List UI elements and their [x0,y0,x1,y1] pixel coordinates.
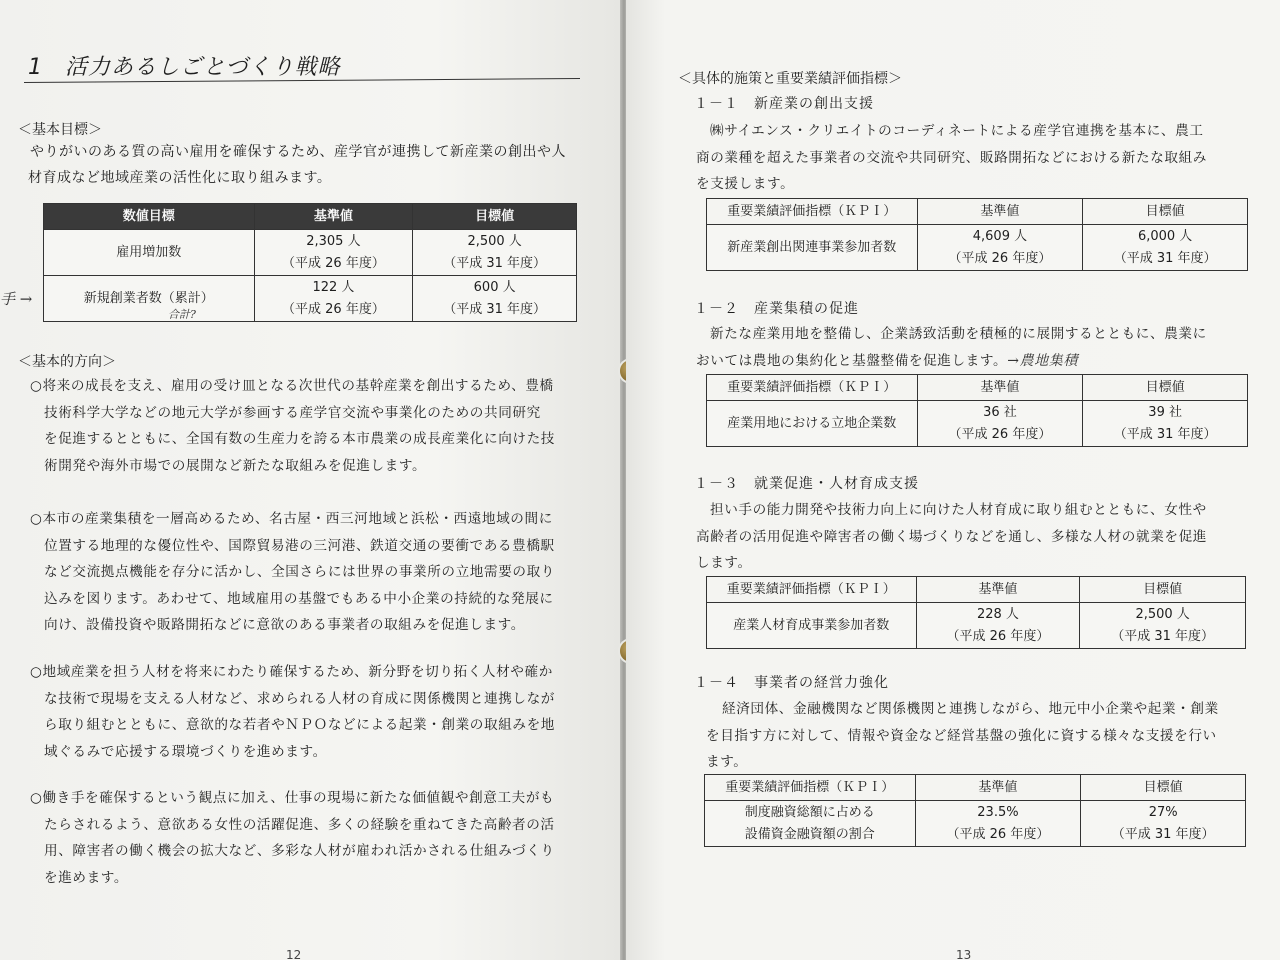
measure-text [696,118,1207,198]
base-value: 122 人 [312,279,355,295]
base-value: 23.5% [977,804,1019,820]
paragraph-line: 込みを図ります。あわせて、地域雇用の基盤でもある中小企業の持続的な発展に [44,590,554,607]
base-value: 228 人 [976,606,1019,622]
base-value-cell [916,603,1080,649]
chapter-title-text: 活力あるしごとづくり戦略 [65,55,341,80]
basic-goal-line: 材育成など地域産業の活性化に取り組みます。 [28,170,332,186]
paragraph-line: します。 [696,555,752,571]
paragraph-line: を進めます。 [44,869,129,886]
paragraph-line: を支援します。 [696,176,795,192]
base-year: （平成 26 年度） [282,255,385,271]
page-number: 12 [286,948,302,960]
basic-goal-text [30,139,566,191]
paragraph-line: 位置する地理的な優位性や、国際貿易港の三河港、鉄道交通の要衝である豊橋駅 [44,537,555,554]
base-value: 36 社 [983,404,1017,420]
target-value: 39 社 [1148,404,1182,420]
chapter-number: 1 [28,55,43,80]
kpi-label-line: 制度融資総額に占める [744,804,875,820]
row-label: 新規創業者数（累計） [44,276,255,322]
table-row [707,603,1246,649]
direction-paragraph [30,785,555,891]
paragraph-line: 経済団体、金融機関など関係機関と連携しながら、地元中小企業や起業・創業 [722,701,1219,717]
base-value-cell [254,276,413,322]
target-year: （平成 31 年度） [1111,628,1215,644]
target-value-cell [1081,801,1246,847]
paragraph-line: 域ぐるみで応援する環境づくりを進めます。 [44,743,327,760]
table-row [44,276,577,322]
paragraph-line: ㈱サイエンス・クリエイトのコーディネートによる産学官連携を基本に、農工 [710,123,1204,139]
kpi-header-base: 基準値 [917,375,1083,401]
paragraph-line: 用、障害者の働く機会の拡大など、多彩な人材が雇われ活かされる仕組みづくり [44,843,555,859]
base-year: （平成 26 年度） [946,628,1050,644]
paragraph-line: 向け、設備投資や販路開拓などに意欲のある事業者の取組みを促進します。 [44,617,525,633]
row-label: 雇用増加数 [44,230,255,276]
measure-text [696,321,1207,374]
kpi-header-label: 重要業績評価指標（ＫＰＩ） [707,375,918,401]
kpi-label-line: 設備資金融資額の割合 [744,826,875,842]
target-value-cell [413,230,577,276]
kpi-header-base: 基準値 [915,775,1081,801]
kpi-header-target: 目標値 [1081,775,1246,801]
kpi-label [707,401,918,447]
paragraph-line: 商の業種を超えた事業者の交流や共同研究、販路開拓などにおける新たな取組み [696,149,1207,166]
kpi-header-base: 基準値 [916,577,1080,603]
target-year: （平成 31 年度） [443,301,547,317]
table-row [44,230,577,276]
table-row [707,225,1248,271]
direction-heading: ＜基本的方向＞ [18,354,116,370]
base-year: （平成 26 年度） [948,250,1052,266]
measures-heading: ＜具体的施策と重要業績評価指標＞ [678,71,902,87]
kpi-header-base: 基準値 [917,199,1083,225]
paragraph-line: 新たな産業用地を整備し、企業誘致活動を積極的に展開するとともに、農業に [710,326,1207,342]
kpi-table [706,576,1246,649]
paragraph-line: たらされるよう、意欲ある女性の活躍促進、多くの経験を重ねてきた高齢者の活 [44,816,555,833]
paragraph-line: 技術科学大学などの地元大学が参画する産学官交流や事業化のための共同研究 [44,404,541,421]
right-page [626,0,1280,960]
paragraph-line: を促進するとともに、全国有数の生産力を誇る本市農業の成長産業化に向けた技 [44,431,555,447]
handwritten-note: →農地集積 [1007,352,1078,369]
base-value-cell [917,401,1083,447]
table-row [707,401,1248,447]
kpi-table [704,774,1246,847]
measure-title: １－４ 事業者の経営力強化 [694,675,889,691]
page-number: 13 [956,948,972,960]
kpi-header-label: 重要業績評価指標（ＫＰＩ） [707,199,918,225]
chapter-title [28,50,341,81]
measure-title: １－１ 新産業の創出支援 [694,96,874,112]
kpi-label [707,225,918,271]
target-value-cell [413,276,577,322]
paragraph-line: な技術で現場を支える人材など、求められる人材の育成に関係機関と連携しなが [44,690,555,707]
base-value-cell [915,801,1081,847]
table-header-goal: 数値目標 [44,204,255,230]
paragraph-line: 担い手の能力開発や技術力向上に向けた人材育成に取り組むとともに、女性や [710,502,1207,518]
base-year: （平成 26 年度） [946,826,1050,842]
paragraph-line: ○地域産業を担う人材を将来にわたり確保するため、新分野を切り拓く人材や確か [30,664,553,680]
kpi-header-target: 目標値 [1083,199,1248,225]
kpi-label [707,603,917,649]
target-year: （平成 31 年度） [1113,426,1217,442]
target-value-cell [1083,225,1248,271]
numerical-goal-table [43,203,577,322]
basic-goal-heading: ＜基本目標＞ [18,122,102,138]
direction-paragraph [30,659,555,765]
measure-text [706,696,1219,776]
kpi-table [706,198,1248,271]
direction-paragraph [30,373,555,479]
base-value: 2,305 人 [306,233,361,249]
measure-title: １－３ 就業促進・人材育成支援 [694,476,919,492]
target-value: 2,500 人 [467,233,522,249]
table-header-target: 目標値 [413,204,577,230]
kpi-label-line: 産業人材育成事業参加者数 [733,617,890,633]
target-value-cell [1083,401,1248,447]
paragraph-line: を目指す方に対して、情報や資金など経営基盤の強化に資する様々な支援を行い [706,727,1217,744]
target-year: （平成 31 年度） [1111,826,1215,842]
paragraph-line: ○将来の成長を支え、雇用の受け皿となる次世代の基幹産業を創出するため、豊橋 [30,378,554,394]
paragraph-line: ○働き手を確保するという観点に加え、仕事の現場に新たな価値観や創意工夫がも [30,790,555,806]
paragraph-line: など交流拠点機能を存分に活かし、全国さらには世界の事業所の立地需要の取り [44,564,555,580]
kpi-label-line: 産業用地における立地企業数 [727,415,897,431]
paragraph-line: ○本市の産業集積を一層高めるため、名古屋・西三河地域と浜松・西遠地域の間に [30,511,553,527]
left-page [0,0,622,960]
target-year: （平成 31 年度） [443,255,547,271]
table-row [705,801,1246,847]
target-value: 27% [1148,804,1178,820]
target-year: （平成 31 年度） [1113,250,1217,266]
paragraph-line [696,348,1207,375]
paragraph-line: 術開発や海外市場での展開など新たな取組みを促進します。 [44,457,427,474]
paragraph-line: ら取り組むとともに、意欲的な若者やＮＰＯなどによる起業・創業の取組みを地 [44,717,555,733]
base-year: （平成 26 年度） [282,301,385,317]
handwritten-arrow-note: 手 → [0,290,33,308]
kpi-label [705,801,916,847]
direction-paragraph [30,506,555,639]
base-value-cell [917,225,1083,271]
measure-text [696,497,1207,577]
paragraph-line: ます。 [706,754,748,770]
base-value: 4,609 人 [972,228,1028,244]
kpi-header-target: 目標値 [1080,577,1246,603]
target-value-cell [1080,603,1246,649]
basic-goal-line: やりがいのある質の高い雇用を確保するため、産学官が連携して新産業の創出や人 [30,144,566,160]
target-value: 600 人 [473,279,516,295]
measure-title: １－２ 産業集積の促進 [694,301,859,317]
handwritten-note: 合計? [168,308,196,321]
kpi-header-label: 重要業績評価指標（ＫＰＩ） [707,577,917,603]
base-year: （平成 26 年度） [948,426,1052,442]
target-value: 6,000 人 [1137,228,1193,244]
target-value: 2,500 人 [1135,606,1190,622]
paragraph-line: 高齢者の活用促進や障害者の働く場づくりなどを通し、多様な人材の就業を促進 [696,528,1207,545]
base-value-cell [254,230,413,276]
kpi-table [706,374,1248,447]
kpi-label-line: 新産業創出関連事業参加者数 [727,239,897,255]
kpi-header-label: 重要業績評価指標（ＫＰＩ） [705,775,916,801]
kpi-header-target: 目標値 [1083,375,1248,401]
table-header-base: 基準値 [254,204,413,230]
paragraph-line-text: おいては農地の集約化と基盤整備を促進します。 [696,352,1008,369]
